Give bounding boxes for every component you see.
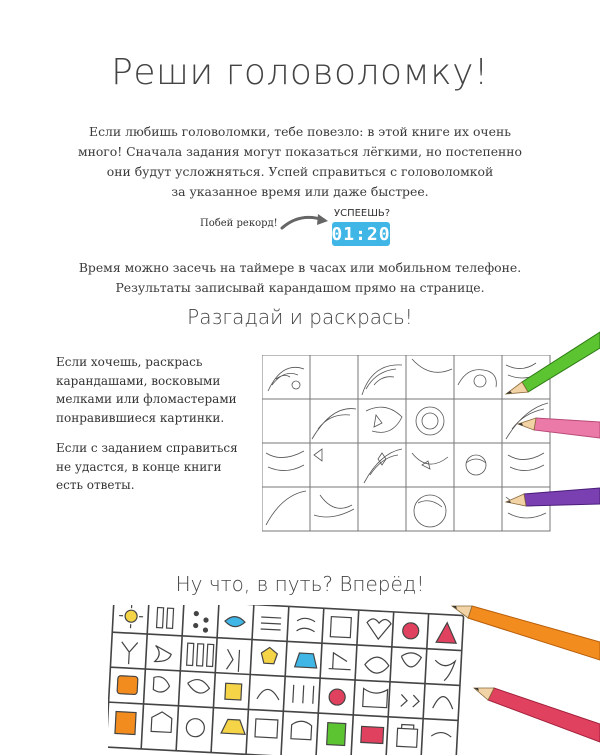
intro-line: за указанное время или даже быстрее. bbox=[171, 184, 429, 199]
section-text bbox=[56, 353, 246, 507]
icon-puzzle-grid bbox=[108, 605, 488, 755]
record-row bbox=[0, 208, 600, 248]
note-line: Результаты записывай карандашом прямо на странице. bbox=[115, 280, 485, 295]
section-heading-color: Разгадай и раскрась! bbox=[187, 305, 413, 329]
text-line: не удастся, в конце книги bbox=[56, 459, 222, 474]
note-line: Время можно засечь на таймере в часах или мобильном телефоне. bbox=[78, 260, 522, 275]
text-line: понравившиеся картинки. bbox=[56, 410, 225, 425]
paragraph-answers bbox=[56, 439, 246, 495]
arrow-icon bbox=[280, 208, 332, 232]
text-line: карандашами, восковыми bbox=[56, 373, 221, 388]
puzzle-grid-lines bbox=[262, 355, 550, 531]
text-line: мелками или фломастерами bbox=[56, 392, 237, 406]
record-label: Побей рекорд! bbox=[200, 218, 278, 229]
intro-line: Если любишь головоломки, тебе повезло: в этой книге их очень bbox=[89, 124, 511, 139]
intro-line: они будут усложняться. Успей справиться с головоломкой bbox=[106, 164, 494, 179]
succeed-label: УСПЕЕШЬ? bbox=[334, 208, 391, 219]
section-heading-go: Ну что, в путь? Вперёд! bbox=[175, 572, 425, 596]
page-title: Реши головоломку! bbox=[111, 52, 489, 93]
pencil-red-icon bbox=[474, 688, 600, 742]
timer-note bbox=[60, 258, 540, 298]
coloring-puzzle-grid bbox=[262, 355, 552, 533]
paragraph-coloring bbox=[56, 353, 246, 427]
text-line: Если с заданием справиться bbox=[56, 441, 238, 455]
intro-paragraph bbox=[70, 122, 530, 202]
timer-display bbox=[332, 222, 390, 246]
text-line: Если хочешь, раскрась bbox=[56, 355, 203, 369]
intro-line: много! Сначала задания могут показаться лёгкими, но постепенно bbox=[77, 144, 523, 159]
text-line: есть ответы. bbox=[56, 478, 135, 492]
timer-value: 01:20 bbox=[331, 223, 391, 245]
